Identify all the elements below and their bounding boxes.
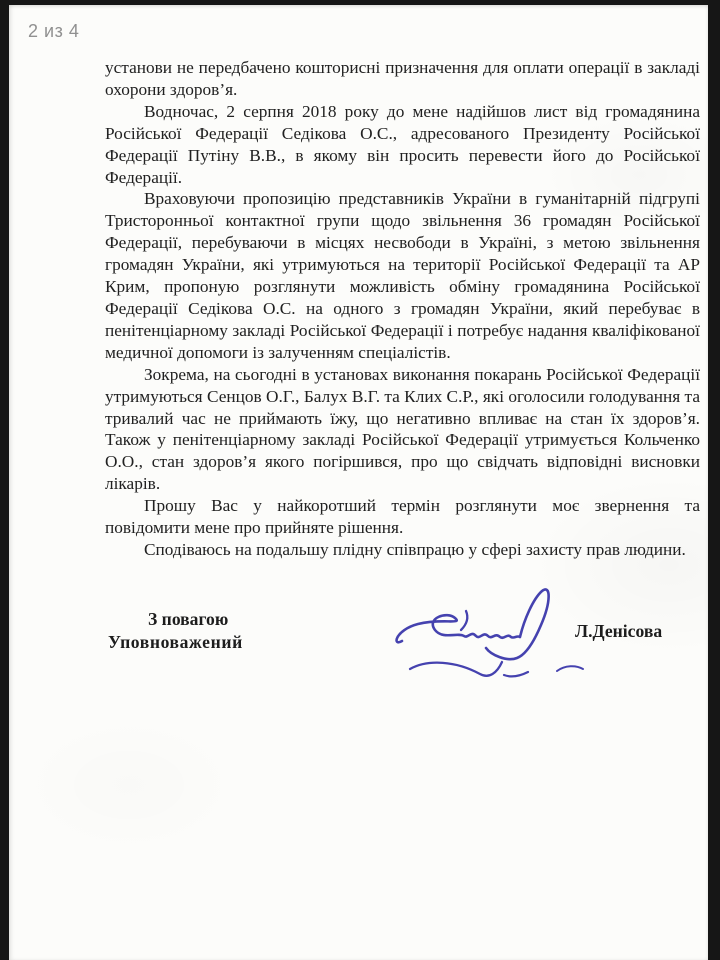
paragraph: Зокрема, на сьогодні в установах виконання покарань Російської Федерації утримуються Сенцов О.Г., Балух В.Г. та Клих С.Р., які оголосили голодування та тривалий час не приймають їжу, що негативно впливає на стан їх здоров’я. Також у пенітенціарному закладі Російської Федерації утримується Кольченко О.О., стан здоров’я якого погіршився, про що свідчать відповідні висновки лікарів.	[105, 364, 700, 494]
closing-block	[108, 608, 243, 654]
scanned-letter-page	[9, 5, 708, 960]
handwritten-signature-icon	[390, 575, 590, 705]
signature-stroke	[397, 589, 549, 659]
signature-stroke	[557, 666, 583, 671]
signer-title: Уповноважений	[108, 632, 243, 652]
paragraph: Сподіваюсь на подальшу плідну співпрацю у сфері захисту прав людини.	[144, 539, 686, 559]
letter-body	[105, 57, 700, 561]
paragraph: Враховуючи пропозицію представників України в гуманітарній підгрупі Тристоронньої контактної групи щодо звільнення 36 громадян Російської Федерації, перебуваючи в місцях несвободи в Україні, з метою звільнення громадян України, які утримуються на території Російської Федерації та АР Крим, пропоную розглянути можливість обміну громадянина Російської Федерації Седікова О.С. на одного з громадян України, який перебуває в пенітенціарному закладі Російської Федерації і потребує надання кваліфікованої медичної допомоги із залученням спеціалістів.	[105, 189, 700, 362]
closing-salutation: З повагою	[148, 609, 229, 629]
page-indicator: 2 из 4	[28, 21, 80, 41]
signer-name: Л.Денісова	[575, 621, 663, 641]
signature-stroke	[504, 672, 528, 676]
signature-stroke	[461, 611, 467, 630]
paragraph: Прошу Вас у найкоротший термін розглянути моє звернення та повідомити мене про прийняте рішення.	[105, 496, 700, 538]
paragraph: установи не передбачено кошторисні призначення для оплати операції в закладі охорони здоров’я.	[105, 58, 700, 99]
paragraph: Водночас, 2 серпня 2018 року до мене надійшов лист від громадянина Російської Федерації Седікова О.С., адресованого Президенту Російської Федерації Путіну В.В., в якому він просить перевести його до Російської Федерації.	[105, 101, 700, 187]
signature-stroke	[410, 662, 502, 676]
